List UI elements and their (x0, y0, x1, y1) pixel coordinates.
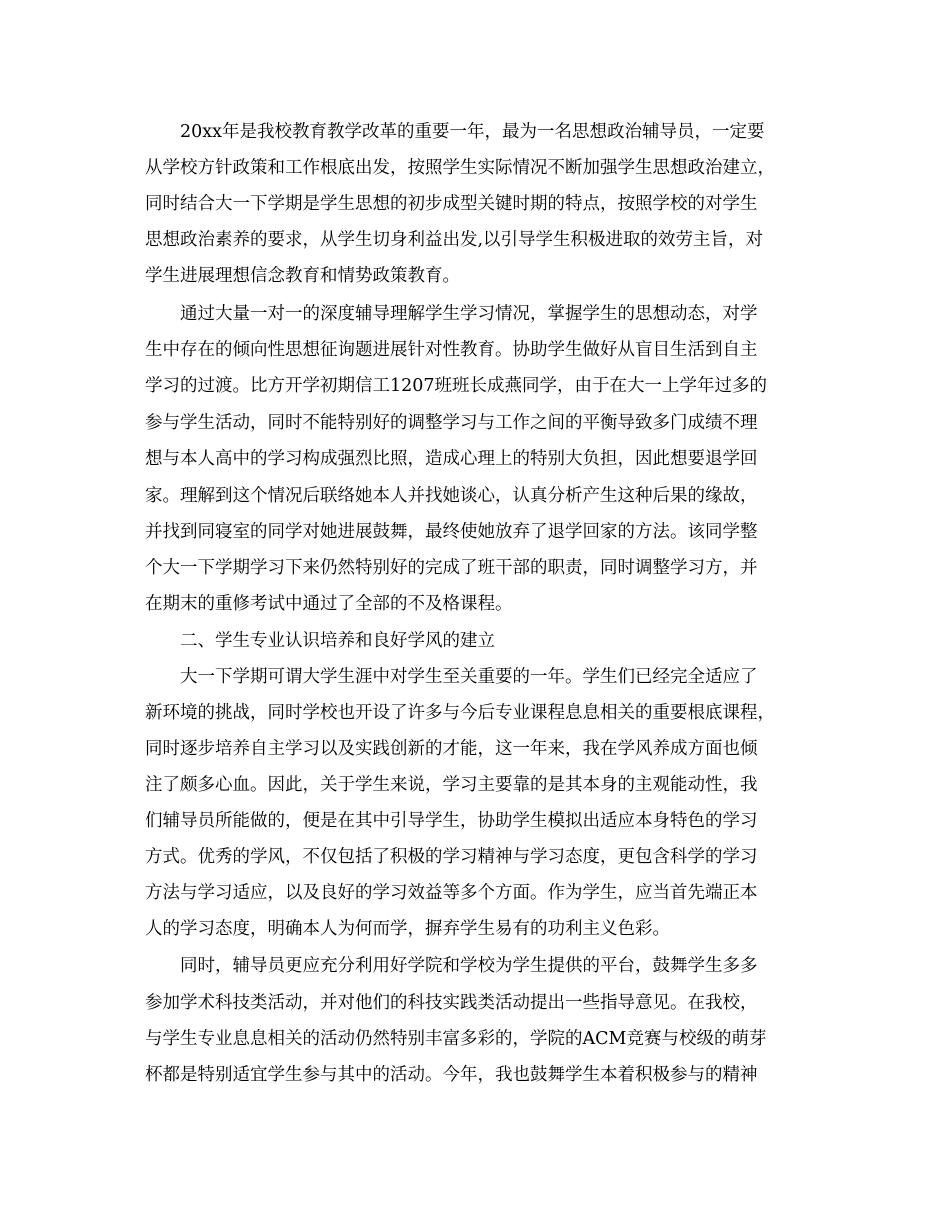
paragraph-line: 大一下学期可谓大学生涯中对学生至关重要的一年。学生们已经完全适应了 (180, 667, 758, 687)
paragraph-line: 家。理解到这个情况后联络她本人并找她谈心，认真分析产生这种后果的缘故， (145, 486, 758, 506)
paragraph-line: 参与学生活动，同时不能特别好的调整学习与工作之间的平衡导致多门成绩不理 (145, 413, 758, 433)
paragraph-line: 20xx年是我校教育教学改革的重要一年，最为一名思想政治辅导员，一定要 (180, 122, 765, 142)
paragraph-line: 通过大量一对一的深度辅导理解学生学习情况，掌握学生的思想动态，对学 (180, 304, 758, 324)
paragraph-line: 学习的过渡。比方开学初期信工1207班班长成燕同学，由于在大一上学年过多的 (145, 376, 768, 396)
paragraph-line: 并找到同寝室的同学对她进展鼓舞，最终使她放弃了退学回家的方法。该同学整 (145, 522, 758, 542)
paragraph-line: 注了颇多心血。因此，关于学生来说，学习主要靠的是其本身的主观能动性，我 (145, 775, 758, 795)
paragraph-line: 参加学术科技类活动，并对他们的科技实践类活动提出一些指导意见。在我校， (145, 993, 758, 1013)
paragraph-line: 人的学习态度，明确本人为何而学，摒弃学生易有的功利主义色彩。 (145, 919, 670, 939)
paragraph-line: 思想政治素养的要求，从学生切身利益出发,以引导学生积极进取的效劳主旨，对 (145, 230, 764, 250)
paragraph-line: 在期末的重修考试中通过了全部的不及格课程。 (145, 594, 513, 614)
paragraph-line: 与学生专业息息相关的活动仍然特别丰富多彩的，学院的ACM竞赛与校级的萌芽 (145, 1029, 767, 1049)
section-heading: 二、学生专业认识培养和良好学风的建立 (180, 631, 495, 651)
paragraph-line: 学生进展理想信念教育和情势政策教育。 (145, 266, 460, 286)
paragraph-line: 想与本人高中的学习构成强烈比照，造成心理上的特别大负担，因此想要退学回 (145, 449, 758, 469)
paragraph-line: 杯都是特别适宜学生参与其中的活动。今年，我也鼓舞学生本着积极参与的精神 (145, 1065, 758, 1085)
paragraph-line: 生中存在的倾向性思想征询题进展针对性教育。协助学生做好从盲目生活到自主 (145, 340, 758, 360)
paragraph-line: 方式。优秀的学风，不仅包括了积极的学习精神与学习态度，更包含科学的学习 (145, 847, 758, 867)
paragraph-line: 个大一下学期学习下来仍然特别好的完成了班干部的职责，同时调整学习方，并 (145, 558, 758, 578)
paragraph-line: 新环境的挑战，同时学校也开设了许多与今后专业课程息息相关的重要根底课程， (145, 703, 775, 723)
paragraph-line: 们辅导员所能做的，便是在其中引导学生，协助学生模拟出适应本身特色的学习 (145, 811, 758, 831)
paragraph-line: 从学校方针政策和工作根底出发，按照学生实际情况不断加强学生思想政治建立， (145, 158, 775, 178)
paragraph-line: 同时逐步培养自主学习以及实践创新的才能，这一年来，我在学风养成方面也倾 (145, 739, 758, 759)
paragraph-line: 同时，辅导员更应充分利用好学院和学校为学生提供的平台，鼓舞学生多多 (180, 956, 758, 976)
paragraph-line: 方法与学习适应，以及良好的学习效益等多个方面。作为学生，应当首先端正本 (145, 883, 758, 903)
paragraph-line: 同时结合大一下学期是学生思想的初步成型关键时期的特点，按照学校的对学生 (145, 194, 758, 214)
